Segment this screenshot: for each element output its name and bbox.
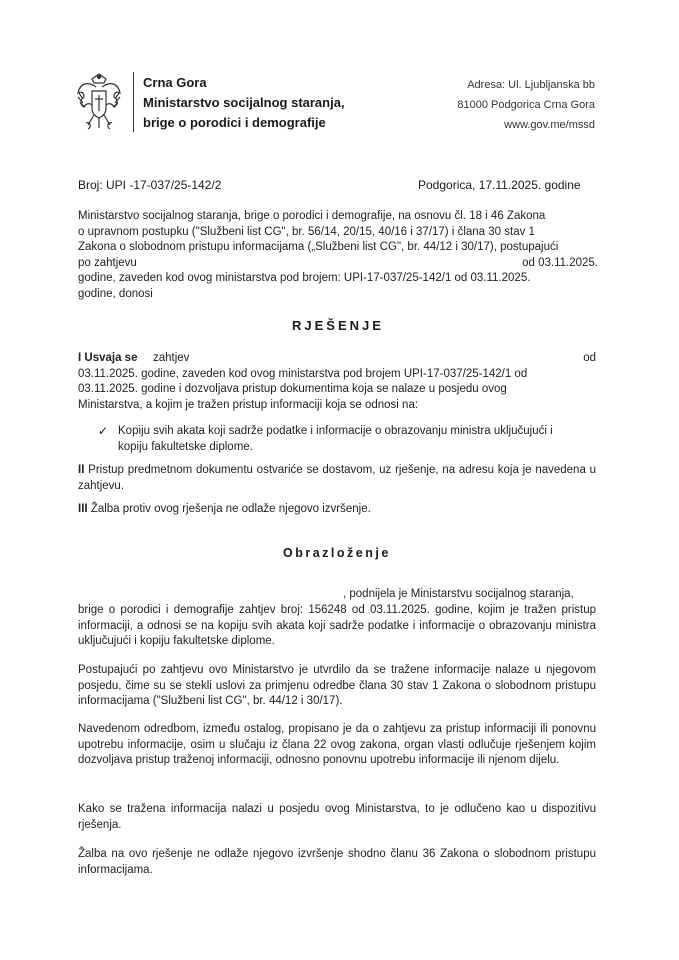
reasoning-paragraph-5: Žalba na ovo rješenje ne odlaže njegovo izvršenje shodno članu 36 Zakona o slobodnom pristupu informacijama. (78, 848, 596, 876)
ministry-line-3: brige o porodici i demografije (143, 115, 326, 130)
header-divider (133, 72, 134, 132)
decision-3-lead: III (78, 503, 88, 515)
intro-line-4b: od 03.11.2025. (522, 256, 598, 269)
decision-title: RJEŠENJE (292, 318, 384, 333)
decision-2-text: Pristup predmetnom dokumentu ostvariće se dostavom, uz rješenje, na adresu koja je navedena u zahtjevu. (78, 464, 596, 492)
place-and-date: Podgorica, 17.11.2025. godine (418, 178, 581, 192)
intro-line-6: godine, donosi (78, 287, 153, 300)
address-line-2: 81000 Podgorica Crna Gora (457, 99, 595, 111)
reasoning-title: Obrazloženje (283, 546, 391, 560)
intro-line-4 (78, 256, 598, 272)
intro-paragraph (78, 209, 598, 302)
intro-line-2: o upravnom postupku ("Službeni list CG", br. 56/14, 20/15, 40/16 i 37/17) i člana 30 stav 1 (78, 225, 535, 238)
case-number: Broj: UPI -17-037/25-142/2 (78, 178, 222, 192)
decision-line-4: Ministarstva, a kojim je tražen pristup informaciji koja se odnosi na: (78, 398, 419, 411)
decision-1-lead: I Usvaja se (78, 352, 138, 364)
ministry-line-2: Ministarstvo socijalnog staranja, (143, 95, 345, 110)
bullet-line-1: Kopiju svih akata koji sadrže podatke i informacije o obrazovanju ministra uključujući i (118, 425, 553, 437)
reasoning-paragraph-1: brige o porodici i demografije zahtjev broj: 156248 od 03.11.2025. godine, kojim je tražen pristup informaciji, a odnosi se na kopiju svih akata koji sadrže podatke i informacije o obrazovanju ministra uključujući i kopiju fakultetske diplome. (78, 604, 596, 647)
intro-line-3: Zakona o slobodnom pristupu informacijama („Službeni list CG", br. 44/12 i 30/17), postupajući (78, 241, 559, 253)
decision-point-2 (78, 463, 596, 494)
decision-1-zahtjev: zahtjev (153, 352, 190, 364)
decision-point-1 (78, 351, 596, 413)
reasoning-paragraph-4: Kako se tražena informacija nalazi u posjedu ovog Ministarstva, to je odlučeno kao u dispozitivu rješenja. (78, 803, 596, 831)
decision-line-2: 03.11.2025. godine, zaveden kod ovog ministarstva pod brojem UPI-17-037/25-142/1 od (78, 367, 528, 380)
intro-line-5: godine, zaveden kod ovog ministarstva pod brojem: UPI-17-037/25-142/1 od 03.11.2025. (78, 272, 531, 284)
decision-point-3 (78, 502, 596, 518)
intro-line-1: Ministarstvo socijalnog staranja, brige o porodici i demografije, na osnovu čl. 18 i 46 Zakona (78, 210, 546, 222)
coat-of-arms-logo (74, 71, 124, 131)
decision-line-3: 03.11.2025. godine i dozvoljava pristup dokumentima koja se nalaze u posjedu ovog (78, 383, 507, 395)
intro-line-4a: po zahtjevu (78, 256, 137, 269)
ministry-address (457, 75, 595, 135)
reasoning-paragraph-2: Postupajući po zahtjevu ovo Ministarstvo je utvrdilo da se tražene informacije nalaze u njegovom posjedu, čime su se stekli uslovi za primjenu odredbe člana 30 stav 1 Zakona o slobodnom pristupu informacijama ("Službeni list CG", br. 44/12 i 30/17). (78, 664, 596, 707)
decision-3-text: Žalba protiv ovog rješenja ne odlaže njegovo izvršenje. (90, 503, 371, 515)
ministry-line-1: Crna Gora (143, 75, 207, 90)
ministry-name (143, 73, 345, 133)
decision-2-lead: II (78, 464, 85, 476)
address-line-3: www.gov.me/mssd (504, 119, 595, 131)
address-line-1: Adresa: Ul. Ljubljanska bb (467, 79, 595, 91)
decision-1-od: od (583, 352, 596, 364)
decision-line-1 (78, 351, 596, 367)
reasoning-1-line-1: , podnijela je Ministarstvu socijalnog staranja, (343, 588, 574, 600)
bullet-item (118, 424, 598, 455)
reasoning-paragraph-3: Navedenom odredbom, između ostalog, propisano je da o zahtjevu za pristup informaciji ili ponovnu upotrebu informacije, osim u slučaju iz člana 22 ovog zakona, organ vlasti odlučuje rješenjem kojim dozvoljava pristup traženoj informaciji, odnosno ponovnu upotrebu informacije ili njenom dijelu. (78, 723, 596, 766)
bullet-line-2: kopiju fakultetske diplome. (118, 440, 253, 453)
checkmark-icon: ✓ (98, 424, 109, 438)
